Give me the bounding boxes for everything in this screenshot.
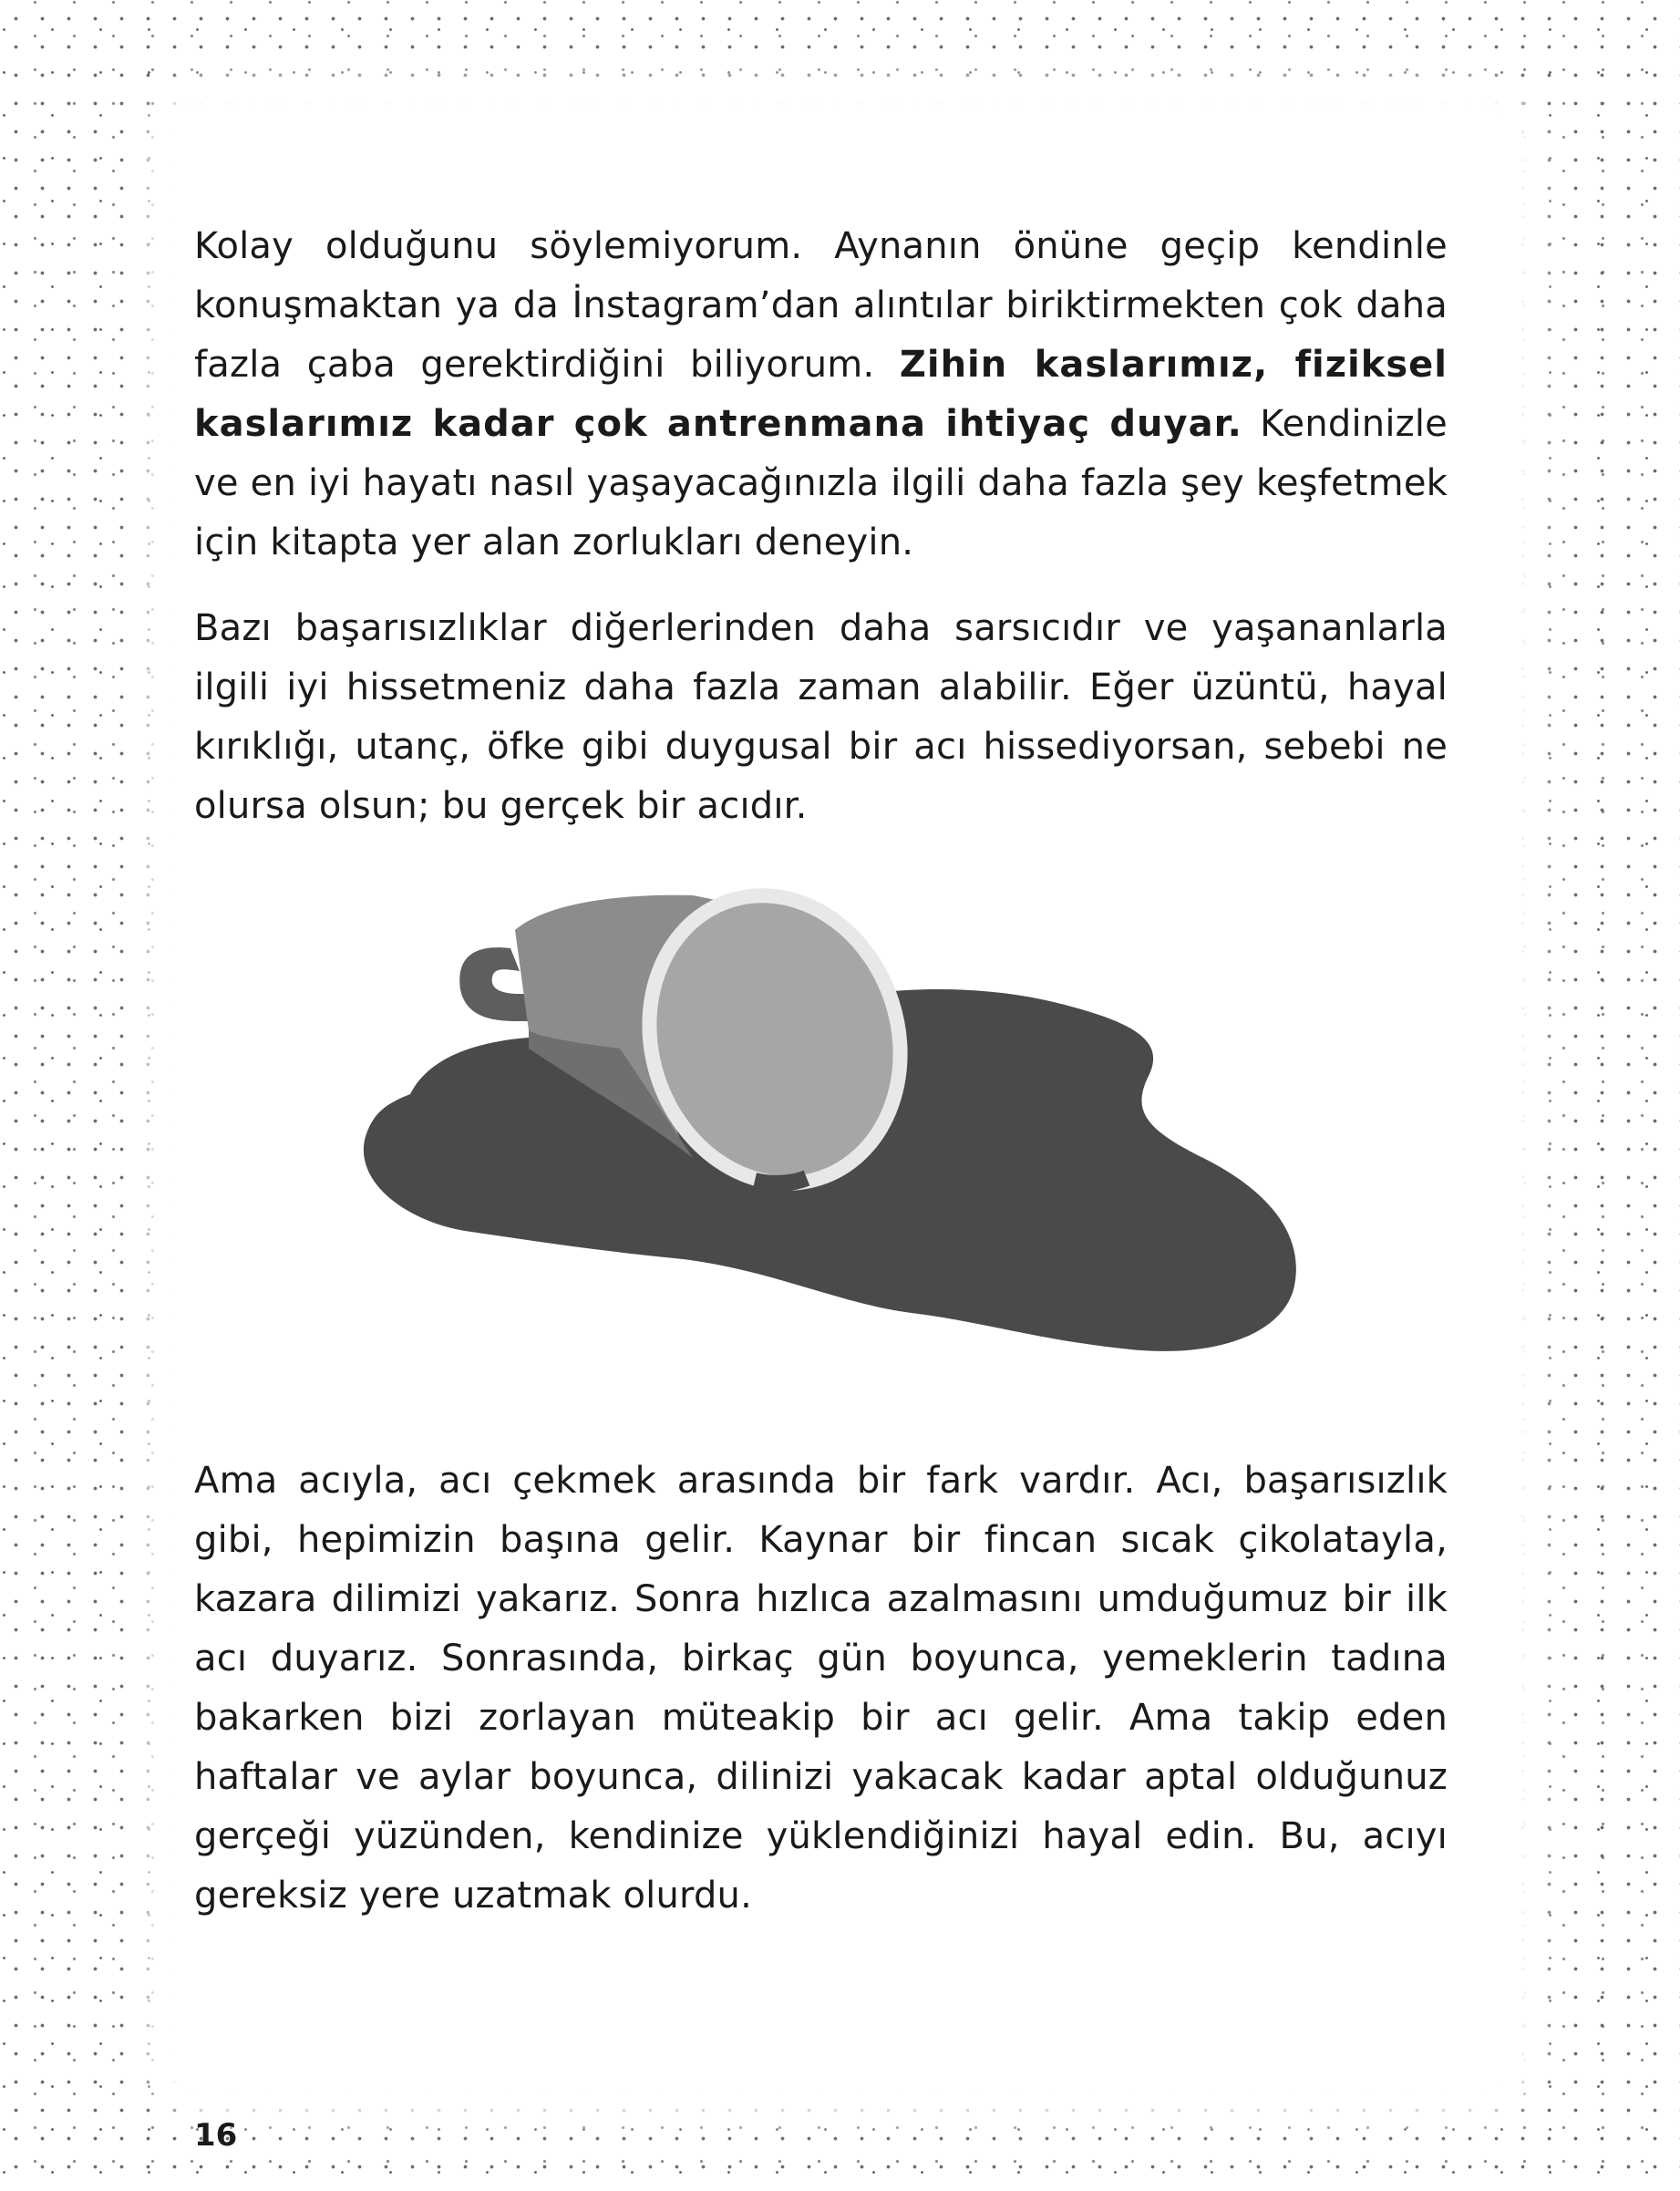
paragraph-pain-vs-suffering: Ama acıyla, acı çekmek arasında bir fark vardır. Acı, başarısızlık gibi, hepimizin başına gelir. Kaynar bir fincan sıcak çikolatayla, kazara dilimizi yakarız. Sonra hızlıca azalmasını umduğumuz bir ilk acı duyarız. Sonrasında, birkaç gün boyunca, yemeklerin tadına bakarken bizi zorlayan müteakip bir acı gelir. Ama takip eden haftalar ve aylar boyunca, dilinizi yakacak kadar aptal olduğunuz gerçeği yüzünden, kendinize yüklendiğinizi hayal edin. Bu, acıyı gereksiz yere uzatmak olurdu. [194,1460,1448,1917]
page-number: 16 [194,2117,238,2154]
paragraph-intro [194,217,1448,573]
paragraph-intro-bold-statement: Zihin kaslarımız, fiziksel kaslarımız kadar çok antrenmana ihtiyaç duyar. [194,344,1448,445]
paragraph-intro-text-end: Kendinizle ve en iyi hayatı nasıl yaşayacağınızla ilgili daha fazla şey keşfetmek için kitapta yer alan zorlukları deneyin. [194,403,1448,563]
paragraph-intro-text-start: Kolay olduğunu söylemiyorum. Aynanın önüne geçip kendinle konuşmaktan ya da İnstagram’dan alıntılar biriktirmekten çok daha fazla çaba gerektirdiğini biliyorum. [194,225,1448,386]
paragraph-failures: Bazı başarısızlıklar diğerlerinden daha sarsıcıdır ve yaşananlarla ilgili iyi hissetmeniz daha fazla zaman alabilir. Eğer üzüntü, hayal kırıklığı, utanç, öfke gibi duygusal bir acı hissediyorsan, sebebi ne olursa olsun; bu gerçek bir acıdır. [194,607,1448,827]
spilled-mug-icon [346,884,1349,1395]
mug-rim-gap [755,1178,807,1183]
